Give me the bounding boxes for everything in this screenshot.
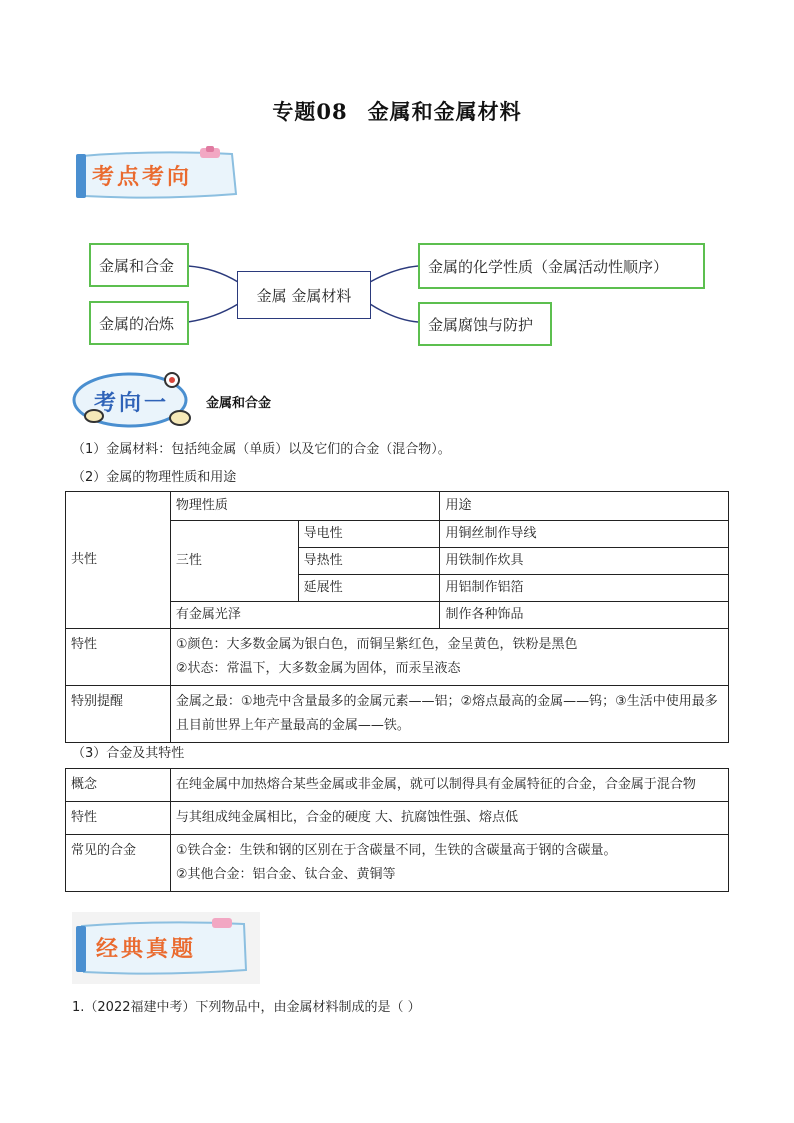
special-cell [170,629,728,686]
common-alloy-cell [170,835,728,892]
use-cell: 用铝制作铝箔 [440,575,729,602]
three-properties-label: 三性 [170,521,298,602]
page-title [0,96,794,126]
banner-kaodian-label: 考点考向 [92,164,193,190]
title-topic: 专题08 [272,99,348,124]
banner-kaoxiang-label: 考向一 [94,390,170,416]
special-label: 特性 [66,629,171,686]
mindmap-node-chemical: 金属的化学性质（金属活动性顺序） [418,243,705,289]
special-color: ①颜色：大多数金属为银白色，而铜呈紫红色，金呈黄色，铁粉是黑色 [175,637,578,652]
title-name: 金属和金属材料 [367,99,522,124]
prop-cell: 导热性 [298,548,440,575]
reminder-text: 金属之最：①地壳中含量最多的金属元素——铝；②熔点最高的金属——钨；③生活中使用最多且目前世界上年产量最高的金属——铁。 [170,686,728,743]
banner-kaodian [72,146,242,204]
feature-text: 与其组成纯金属相比，合金的硬度 大、抗腐蚀性强、熔点低 [170,802,728,835]
physical-properties-table [65,491,729,743]
header-prop: 物理性质 [170,492,440,521]
table-row [66,769,729,802]
section-heading-alloy: 金属和合金 [206,396,272,411]
feature-label: 特性 [66,802,171,835]
banner-kaoxiang [72,370,202,430]
prop-cell: 延展性 [298,575,440,602]
common-alloy-label: 常见的合金 [66,835,171,892]
luster-cell: 有金属光泽 [170,602,440,629]
table-row [66,686,729,743]
mindmap-node-corrosion: 金属腐蚀与防护 [418,302,552,346]
concept-text: 在纯金属中加热熔合某些金属或非金属，就可以制得具有金属特征的合金，合金属于混合物 [170,769,728,802]
other-alloy: ②其他合金：铝合金、钛合金、黄铜等 [175,867,396,882]
section2-text: （2）金属的物理性质和用途 [72,470,237,485]
mindmap-center: 金属 金属材料 [237,271,371,319]
header-use: 用途 [440,492,729,521]
concept-label: 概念 [66,769,171,802]
banner-zhenti [72,912,260,984]
table-row [66,629,729,686]
table-row [66,802,729,835]
section1-text: （1）金属材料：包括纯金属（单质）以及它们的合金（混合物）。 [72,442,451,457]
iron-alloy: ①铁合金：生铁和钢的区别在于含碳量不同，生铁的含碳量高于钢的含碳量。 [175,843,617,858]
table-row [66,492,729,521]
special-state: ②状态：常温下，大多数金属为固体，而汞呈液态 [175,661,461,676]
mindmap-node-alloy: 金属和合金 [89,243,189,287]
use-cell: 用铁制作炊具 [440,548,729,575]
question-1: 1.（2022福建中考）下列物品中，由金属材料制成的是（ ） [72,1000,421,1015]
section3-text: （3）合金及其特性 [72,746,185,761]
prop-cell: 导电性 [298,521,440,548]
use-cell: 用铜丝制作导线 [440,521,729,548]
reminder-label: 特别提醒 [66,686,171,743]
alloy-table [65,768,729,892]
table-row [66,835,729,892]
mindmap-node-smelting: 金属的冶炼 [89,301,189,345]
common-label: 共性 [66,492,171,629]
banner-zhenti-label: 经典真题 [96,936,197,962]
luster-use-cell: 制作各种饰品 [440,602,729,629]
